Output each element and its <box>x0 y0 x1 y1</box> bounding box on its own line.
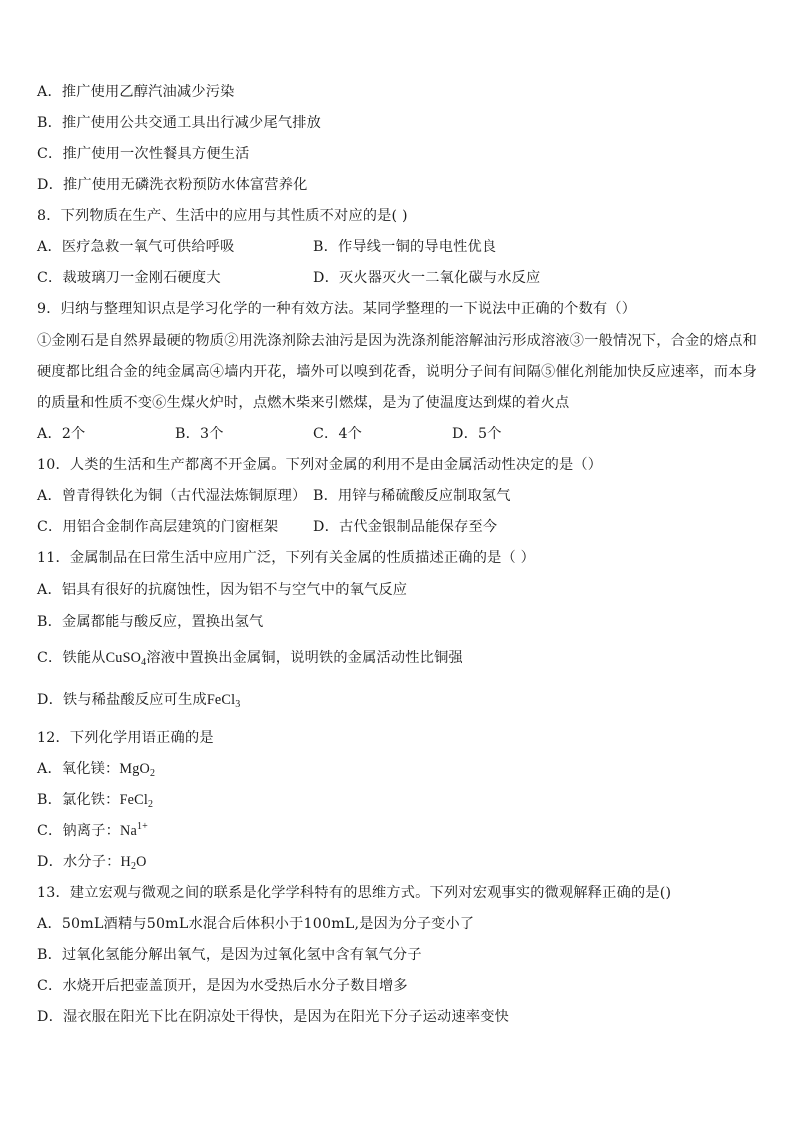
q10-option-a: A．曾青得铁化为铜（古代湿法炼铜原理） <box>37 488 307 504</box>
fecl2-formula-base: FeCl <box>119 792 148 808</box>
mgo2-formula <box>119 761 155 777</box>
h2o-formula-h: H <box>120 854 131 870</box>
q13-option-a: A．50mL酒精与50mL水混合后体积小于100mL,是因为分子变小了 <box>37 916 475 932</box>
q11-option-c-prefix: C．铁能从 <box>37 650 106 666</box>
q8-option-a: A．医疗急救一氧气可供给呼吸 <box>37 239 235 255</box>
q11-option-c-suffix: 溶液中置换出金属铜，说明铁的金属活动性比铜强 <box>146 650 463 666</box>
na-ion-formula <box>120 823 148 839</box>
q12-option-c-prefix: C．钠离子： <box>37 823 120 839</box>
q10-option-b: B．用锌与稀硫酸反应制取氢气 <box>313 488 511 504</box>
q12-option-b <box>37 790 153 810</box>
q7-option-b: B．推广使用公共交通工具出行减少尾气排放 <box>37 115 321 131</box>
q8-option-c: C．裁玻璃刀一金刚石硬度大 <box>37 270 221 286</box>
q9-option-a: A．2个 <box>37 426 86 442</box>
q9-stem: 9．归纳与整理知识点是学习化学的一种有效方法。某同学整理的一下说法中正确的个数有（） <box>37 301 637 317</box>
q9-option-d: D．5个 <box>452 426 502 442</box>
q7-option-d: D．推广使用无磷洗衣粉预防水体富营养化 <box>37 177 308 193</box>
fecl2-formula <box>120 792 154 808</box>
cuso4-formula-base: CuSO <box>105 650 142 666</box>
h2o-formula <box>121 854 147 870</box>
q12-option-a <box>37 759 155 779</box>
q13-stem: 13．建立宏观与微观之间的联系是化学学科特有的思维方式。下列对宏观事实的微观解释正确的是() <box>37 885 672 901</box>
q11-option-b: B．金属都能与酸反应，置换出氢气 <box>37 614 264 630</box>
q13-option-b: B．过氧化氢能分解出氧气，是因为过氧化氢中含有氧气分子 <box>37 947 422 963</box>
q8-stem: 8．下列物质在生产、生活中的应用与其性质不对应的是( ) <box>37 208 408 224</box>
q12-option-b-prefix: B．氯化铁： <box>37 792 120 808</box>
q13-option-d: D．湿衣服在阳光下比在阴凉处干得快，是因为在阳光下分子运动速率变快 <box>37 1009 509 1025</box>
q12-option-d-prefix: D．水分子： <box>37 854 121 870</box>
fecl3-formula-base: FeCl <box>206 692 236 708</box>
fecl3-subscript: 3 <box>235 699 241 710</box>
q10-option-d: D．古代金银制品能保存至今 <box>313 519 498 535</box>
h2o-formula-o: O <box>136 854 147 870</box>
q10-option-c: C．用铝合金制作高层建筑的门窗框架 <box>37 519 279 535</box>
q7-option-c: C．推广使用一次性餐具方便生活 <box>37 146 250 162</box>
q11-option-d-prefix: D．铁与稀盐酸反应可生成 <box>37 692 207 708</box>
q9-option-b: B．3个 <box>175 426 224 442</box>
mgo2-subscript: 2 <box>149 768 156 779</box>
q8-option-d: D．灭火器灭火一二氧化碳与水反应 <box>313 270 541 286</box>
q12-option-d <box>37 852 147 872</box>
q11-option-c <box>37 648 463 668</box>
fecl2-subscript: 2 <box>147 799 154 810</box>
q7-option-a: A．推广使用乙醇汽油减少污染 <box>37 84 235 100</box>
q11-stem: 11．金属制品在曰常生活中应用广泛，下列有关金属的性质描述正确的是（ ） <box>37 550 535 566</box>
q12-option-c <box>37 821 148 841</box>
q11-option-d <box>37 690 240 710</box>
q9-option-c: C．4个 <box>313 426 363 442</box>
h2o-subscript: 2 <box>130 861 137 872</box>
q9-statements: ①金刚石是自然界最硬的物质②用洗涤剂除去油污是因为洗涤剂能溶解油污形成溶液③一般情况下，合金的熔点和硬度都比组合金的纯金属高④墙内开花，墙外可以嗅到花香，说明分子间有间隔⑤催化剂能加快反应速率，而本身的质量和性质不变⑥生煤火炉时，点燃木柴来引燃煤，是为了使温度达到煤的着火点 <box>37 333 757 411</box>
q12-option-a-prefix: A．氧化镁： <box>37 761 120 777</box>
fecl3-formula <box>207 692 241 708</box>
q12-stem: 12．下列化学用语正确的是 <box>37 730 214 746</box>
na-ion-formula-base: Na <box>120 823 137 839</box>
mgo2-formula-base: MgO <box>119 761 150 777</box>
cuso4-subscript: 4 <box>141 657 147 668</box>
cuso4-formula <box>106 650 147 666</box>
q8-option-b: B．作导线一铜的导电性优良 <box>313 239 497 255</box>
na-ion-charge: 1+ <box>136 821 148 832</box>
q11-option-a: A．铝具有很好的抗腐蚀性，因为铝不与空气中的氧气反应 <box>37 582 408 598</box>
q13-option-c: C．水烧开后把壶盖顶开，是因为水受热后水分子数目增多 <box>37 978 408 994</box>
q10-stem: 10．人类的生活和生产都离不开金属。下列对金属的利用不是由金属活动性决定的是（） <box>37 457 603 473</box>
